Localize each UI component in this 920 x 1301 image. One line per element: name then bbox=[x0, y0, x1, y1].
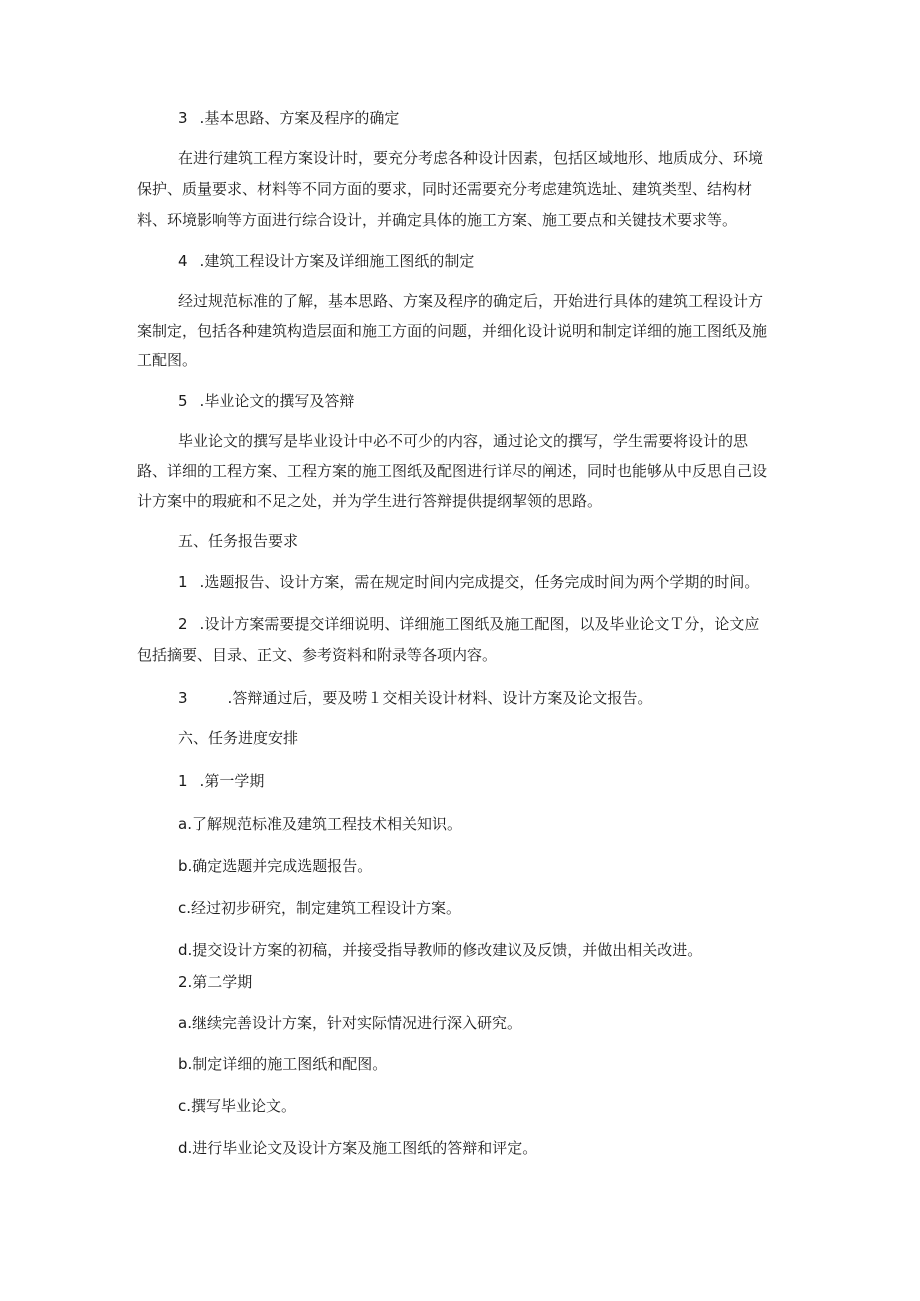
section-number: 3 bbox=[178, 109, 188, 127]
item-text: .答辩通过后，要及唠１交相关设计材料、设计方案及论文报告。 bbox=[227, 689, 653, 707]
paragraph-line: 保护、质量要求、材料等不同方面的要求，同时还需要充分考虑建筑选址、建筑类型、结构材 bbox=[137, 180, 753, 198]
section-3-heading bbox=[178, 108, 399, 128]
paragraph-line: 计方案中的瑕疵和不足之处，并为学生进行答辩提供提纲挈领的思路。 bbox=[137, 492, 603, 510]
paragraph-line: 案制定，包括各种建筑构造层面和施工方面的问题，并细化设计说明和制定详细的施工图纸及施 bbox=[137, 322, 768, 340]
paragraph-line: 毕业论文的撰写是毕业设计中必不可少的内容，通过论文的撰写，学生需要将设计的思 bbox=[178, 432, 749, 450]
item-text: .第一学期 bbox=[199, 772, 265, 790]
section-title: .基本思路、方案及程序的确定 bbox=[199, 109, 400, 127]
term-1-title bbox=[178, 771, 264, 791]
paragraph-line: 料、环境影响等方面进行综合设计，并确定具体的施工方案、施工要点和关键技术要求等。 bbox=[137, 211, 738, 229]
list-item: c.撰写毕业论文。 bbox=[178, 1097, 297, 1115]
list-item bbox=[178, 572, 759, 592]
list-item: d.进行毕业论文及设计方案及施工图纸的答辩和评定。 bbox=[178, 1139, 538, 1157]
section-title: .建筑工程设计方案及详细施工图纸的制定 bbox=[199, 252, 475, 270]
item-number: 1 bbox=[178, 772, 188, 790]
list-item: d.提交设计方案的初稿，并接受指导教师的修改建议及反馈，并做出相关改进。 bbox=[178, 941, 703, 959]
section-number: 5 bbox=[178, 392, 188, 410]
paragraph-line: 包括摘要、目录、正文、参考资料和附录等各项内容。 bbox=[137, 646, 498, 664]
chapter-5-title: 五、任务报告要求 bbox=[178, 532, 299, 550]
item-text: .设计方案需要提交详细说明、详细施工图纸及施工配图，以及毕业论文Ｔ分，论文应 bbox=[199, 615, 760, 633]
item-text: .选题报告、设计方案，需在规定时间内完成提交，任务完成时间为两个学期的时间。 bbox=[199, 573, 760, 591]
paragraph-line: 经过规范标准的了解，基本思路、方案及程序的确定后，开始进行具体的建筑工程设计方 bbox=[178, 292, 764, 310]
item-number: 1 bbox=[178, 573, 188, 591]
list-item: a.继续完善设计方案，针对实际情况进行深入研究。 bbox=[178, 1014, 522, 1032]
section-number: 4 bbox=[178, 252, 188, 270]
term-2-title: 2.第二学期 bbox=[178, 973, 253, 991]
list-item bbox=[178, 614, 759, 634]
item-number: 3 bbox=[178, 689, 188, 707]
list-item: b.制定详细的施工图纸和配图。 bbox=[178, 1055, 388, 1073]
list-item: b.确定选题并完成选题报告。 bbox=[178, 857, 373, 875]
section-5-heading bbox=[178, 391, 354, 411]
list-item bbox=[178, 688, 652, 708]
paragraph-line: 在进行建筑工程方案设计时，要充分考虑各种设计因素，包括区域地形、地质成分、环境 bbox=[178, 149, 764, 167]
paragraph-line: 工配图。 bbox=[137, 351, 198, 369]
paragraph-line: 路、详细的工程方案、工程方案的施工图纸及配图进行详尽的阐述，同时也能够从中反思自己设 bbox=[137, 462, 768, 480]
list-item: a.了解规范标准及建筑工程技术相关知识。 bbox=[178, 815, 462, 833]
chapter-6-title: 六、任务进度安排 bbox=[178, 729, 299, 747]
section-4-heading bbox=[178, 251, 474, 271]
list-item: c.经过初步研究，制定建筑工程设计方案。 bbox=[178, 899, 462, 917]
section-title: .毕业论文的撰写及答辩 bbox=[199, 392, 355, 410]
item-number: 2 bbox=[178, 615, 188, 633]
